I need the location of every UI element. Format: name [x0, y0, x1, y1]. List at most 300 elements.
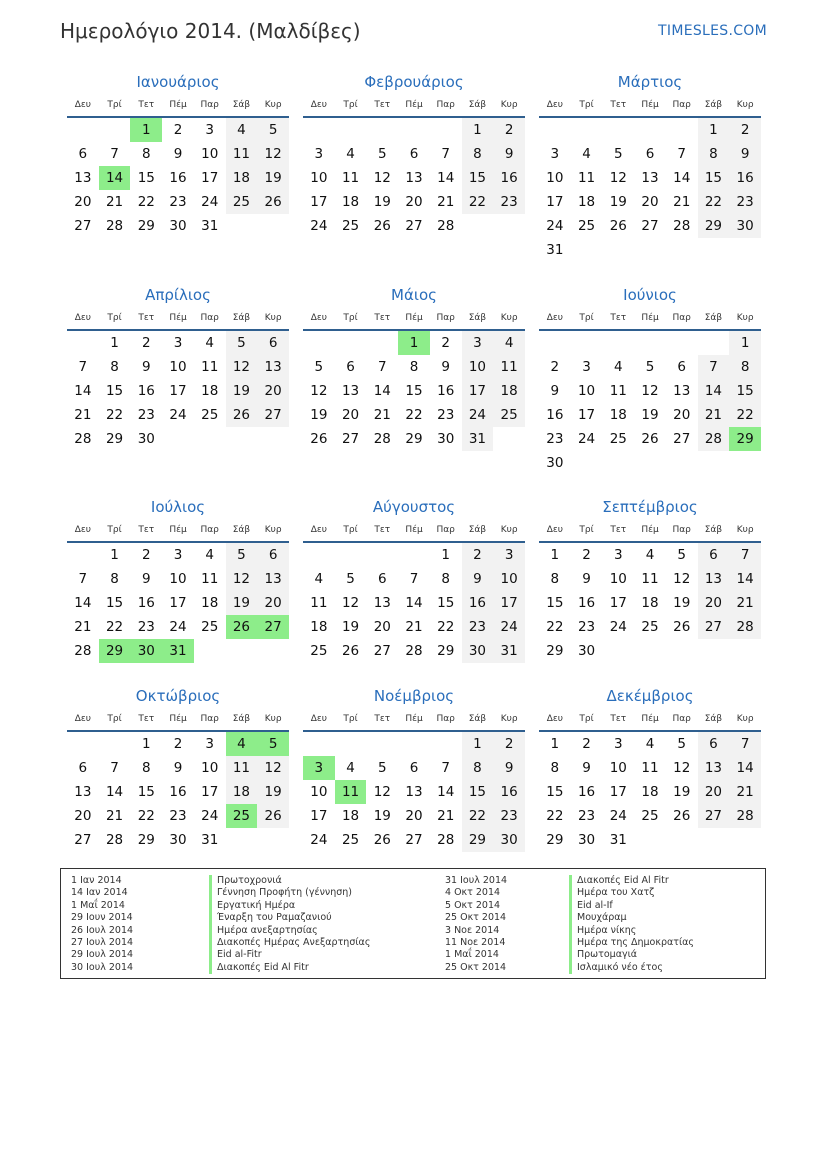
- month-days-grid: [303, 94, 525, 238]
- day-cell: 26: [226, 403, 258, 427]
- day-cell: 9: [141, 571, 151, 587]
- day-cell: 12: [373, 170, 391, 186]
- weekday-header: Κυρ: [493, 94, 525, 118]
- day-cell: 23: [137, 619, 155, 635]
- month-days-grid: [539, 519, 761, 663]
- weekday-header: Κυρ: [257, 708, 289, 732]
- day-cell: 4: [314, 571, 324, 587]
- day-cell: 23: [546, 431, 564, 447]
- day-cell: 14: [373, 383, 391, 399]
- empty-day: [335, 732, 367, 756]
- month-1: [67, 70, 289, 238]
- day-cell: 9: [729, 142, 761, 166]
- holiday-day-cell: 29: [99, 639, 131, 663]
- weekday-header: Παρ: [666, 94, 698, 118]
- holiday-name: Ημέρα νίκης: [569, 925, 694, 937]
- day-cell: 25: [201, 407, 219, 423]
- day-cell: 29: [546, 832, 564, 848]
- day-cell: 20: [257, 591, 289, 615]
- day-cell: 3: [205, 736, 214, 752]
- day-cell: 1: [462, 732, 494, 756]
- month-days-grid: [67, 307, 289, 451]
- day-cell: 23: [462, 615, 494, 639]
- holiday-date: 25 Οκτ 2014: [445, 912, 507, 924]
- day-cell: 4: [205, 335, 214, 351]
- day-cell: 2: [173, 736, 183, 752]
- day-cell: 21: [405, 619, 423, 635]
- day-cell: 20: [257, 379, 289, 403]
- day-cell: 19: [310, 407, 328, 423]
- day-cell: 11: [226, 142, 258, 166]
- day-cell: 5: [613, 146, 623, 162]
- month-name: Ιούλιος: [150, 498, 206, 516]
- day-cell: 4: [346, 146, 355, 162]
- weekday-header: Παρ: [666, 307, 698, 331]
- day-cell: 1: [441, 547, 450, 563]
- empty-day: [539, 118, 571, 142]
- day-cell: 8: [110, 571, 119, 587]
- day-cell: 11: [493, 355, 525, 379]
- holiday-date: 1 Ιαν 2014: [71, 875, 122, 886]
- day-cell: 9: [173, 146, 183, 162]
- day-cell: 23: [493, 804, 525, 828]
- empty-day: [366, 732, 398, 756]
- holiday-list: [60, 868, 766, 979]
- day-cell: 18: [201, 595, 219, 611]
- day-cell: 6: [257, 543, 289, 567]
- weekday-header: Κυρ: [729, 307, 761, 331]
- holiday-day-cell: 30: [130, 639, 162, 663]
- day-cell: 18: [226, 780, 258, 804]
- day-cell: 8: [141, 760, 151, 776]
- day-cell: 12: [673, 760, 691, 776]
- empty-day: [602, 118, 634, 142]
- day-cell: 14: [437, 784, 455, 800]
- holiday-name: Γέννηση Προφήτη (γέννηση): [209, 887, 370, 899]
- month-days-grid: [67, 708, 289, 852]
- day-cell: 18: [310, 619, 328, 635]
- day-cell: 19: [641, 407, 659, 423]
- weekday-header: Παρ: [666, 708, 698, 732]
- day-cell: 5: [377, 760, 387, 776]
- day-cell: 23: [493, 190, 525, 214]
- day-cell: 13: [698, 567, 730, 591]
- holiday-name: Πρωτομαγιά: [569, 949, 694, 961]
- day-cell: 29: [698, 214, 730, 238]
- day-cell: 22: [546, 619, 564, 635]
- day-cell: 3: [613, 547, 623, 563]
- day-cell: 6: [346, 359, 355, 375]
- day-cell: 26: [257, 804, 289, 828]
- day-cell: 21: [729, 780, 761, 804]
- day-cell: 7: [377, 359, 387, 375]
- day-cell: 4: [493, 331, 525, 355]
- month-5: [303, 283, 525, 451]
- day-cell: 30: [729, 214, 761, 238]
- day-cell: 10: [609, 571, 627, 587]
- day-cell: 13: [257, 567, 289, 591]
- day-cell: 2: [582, 736, 591, 752]
- day-cell: 20: [698, 780, 730, 804]
- empty-day: [366, 118, 398, 142]
- day-cell: 23: [169, 808, 187, 824]
- month-days-grid: [539, 94, 761, 262]
- day-cell: 7: [729, 732, 761, 756]
- day-cell: 18: [201, 383, 219, 399]
- day-cell: 14: [405, 595, 423, 611]
- weekday-header: Τρί: [99, 519, 131, 543]
- day-cell: 22: [462, 804, 494, 828]
- day-cell: 14: [698, 379, 730, 403]
- day-cell: 25: [493, 403, 525, 427]
- weekday-header: Δευ: [303, 708, 335, 732]
- empty-day: [634, 118, 666, 142]
- day-cell: 11: [609, 383, 627, 399]
- day-cell: 6: [698, 732, 730, 756]
- weekday-header: Σάβ: [226, 519, 258, 543]
- day-cell: 4: [645, 547, 655, 563]
- day-cell: 16: [437, 383, 455, 399]
- day-cell: 3: [205, 122, 214, 138]
- empty-day: [366, 331, 398, 355]
- day-cell: 15: [698, 166, 730, 190]
- day-cell: 9: [462, 567, 494, 591]
- day-cell: 11: [226, 756, 258, 780]
- day-cell: 5: [314, 359, 324, 375]
- day-cell: 19: [609, 194, 627, 210]
- weekday-header: Τετ: [130, 307, 162, 331]
- day-cell: 28: [729, 804, 761, 828]
- weekday-header: Κυρ: [729, 519, 761, 543]
- day-cell: 27: [74, 832, 92, 848]
- weekday-header: Τρί: [335, 94, 367, 118]
- weekday-header: Σάβ: [698, 94, 730, 118]
- holiday-date: 5 Οκτ 2014: [445, 899, 501, 911]
- day-cell: 14: [673, 170, 691, 186]
- day-cell: 2: [141, 547, 151, 563]
- day-cell: 28: [437, 218, 455, 234]
- empty-day: [67, 732, 99, 756]
- day-cell: 24: [310, 218, 328, 234]
- day-cell: 28: [74, 431, 92, 447]
- month-days-grid: [67, 519, 289, 663]
- holiday-name: Έναρξη του Ραμαζανιού: [209, 912, 370, 924]
- day-cell: 1: [729, 331, 761, 355]
- day-cell: 22: [729, 403, 761, 427]
- day-cell: 12: [257, 756, 289, 780]
- day-cell: 25: [609, 431, 627, 447]
- day-cell: 17: [169, 595, 187, 611]
- day-cell: 10: [201, 146, 219, 162]
- empty-day: [571, 118, 603, 142]
- day-cell: 1: [550, 736, 560, 752]
- day-cell: 28: [673, 218, 691, 234]
- day-cell: 3: [582, 359, 591, 375]
- day-cell: 8: [409, 359, 419, 375]
- day-cell: 4: [582, 146, 591, 162]
- day-cell: 25: [226, 190, 258, 214]
- day-cell: 20: [673, 407, 691, 423]
- holiday-date: 25 Οκτ 2014: [445, 961, 507, 973]
- day-cell: 9: [582, 760, 591, 776]
- brand-link[interactable]: TIMESLES.COM: [658, 23, 767, 39]
- day-cell: 12: [257, 142, 289, 166]
- day-cell: 27: [74, 218, 92, 234]
- day-cell: 14: [74, 383, 92, 399]
- holiday-name: Εργατική Ημέρα: [209, 900, 370, 912]
- month-name: Φεβρουάριος: [364, 73, 464, 91]
- empty-day: [335, 331, 367, 355]
- holiday-day-cell: 31: [162, 639, 194, 663]
- month-days-grid: [303, 708, 525, 852]
- month-days-grid: [67, 94, 289, 238]
- day-cell: 8: [462, 756, 494, 780]
- weekday-header: Σάβ: [462, 94, 494, 118]
- day-cell: 18: [641, 595, 659, 611]
- day-cell: 3: [462, 331, 494, 355]
- day-cell: 19: [373, 194, 391, 210]
- empty-day: [335, 543, 367, 567]
- day-cell: 30: [137, 431, 155, 447]
- day-cell: 25: [641, 619, 659, 635]
- day-cell: 16: [577, 595, 596, 611]
- holiday-name: Eid al-If: [569, 900, 694, 912]
- empty-day: [398, 118, 430, 142]
- day-cell: 21: [437, 808, 455, 824]
- weekday-header: Πέμ: [398, 708, 430, 732]
- day-cell: 10: [546, 170, 564, 186]
- day-cell: 17: [169, 383, 187, 399]
- day-cell: 6: [677, 359, 686, 375]
- day-cell: 26: [257, 190, 289, 214]
- day-cell: 28: [698, 427, 730, 451]
- day-cell: 15: [137, 784, 155, 800]
- holiday-dates-left: [71, 875, 133, 974]
- day-cell: 8: [110, 359, 119, 375]
- day-cell: 12: [310, 383, 328, 399]
- day-cell: 26: [310, 431, 328, 447]
- month-9: [539, 495, 761, 663]
- day-cell: 16: [462, 591, 494, 615]
- day-cell: 24: [609, 808, 627, 824]
- day-cell: 8: [462, 142, 494, 166]
- weekday-header: Παρ: [194, 708, 226, 732]
- weekday-header: Πέμ: [634, 708, 666, 732]
- day-cell: 17: [493, 591, 525, 615]
- holiday-name: Διακοπές Ημέρας Ανεξαρτησίας: [209, 937, 370, 949]
- weekday-header: Τρί: [99, 94, 131, 118]
- day-cell: 17: [546, 194, 564, 210]
- empty-day: [303, 331, 335, 355]
- day-cell: 21: [105, 808, 124, 824]
- weekday-header: Παρ: [666, 519, 698, 543]
- day-cell: 31: [609, 832, 627, 848]
- day-cell: 19: [673, 784, 691, 800]
- day-cell: 23: [577, 619, 596, 635]
- holiday-name: Ημέρα της Δημοκρατίας: [569, 937, 694, 949]
- day-cell: 11: [201, 571, 219, 587]
- day-cell: 25: [341, 218, 360, 234]
- weekday-header: Σάβ: [698, 519, 730, 543]
- month-11: [303, 684, 525, 852]
- day-cell: 5: [377, 146, 387, 162]
- weekday-header: Παρ: [430, 708, 462, 732]
- day-cell: 23: [729, 190, 761, 214]
- day-cell: 18: [577, 194, 596, 210]
- day-cell: 2: [141, 335, 151, 351]
- holiday-date: 1 Μαΐ 2014: [445, 949, 499, 961]
- weekday-header: Σάβ: [226, 708, 258, 732]
- holiday-name: Πρωτοχρονιά: [209, 875, 370, 887]
- month-name: Απρίλιος: [145, 286, 211, 304]
- day-cell: 8: [441, 571, 450, 587]
- day-cell: 19: [226, 591, 258, 615]
- day-cell: 7: [698, 355, 730, 379]
- day-cell: 20: [405, 808, 423, 824]
- day-cell: 28: [729, 615, 761, 639]
- day-cell: 24: [169, 407, 187, 423]
- month-name: Οκτώβριος: [135, 687, 221, 705]
- weekday-header: Πέμ: [162, 94, 194, 118]
- holiday-date: 1 Μαΐ 2014: [71, 899, 125, 911]
- empty-day: [698, 331, 730, 355]
- day-cell: 17: [201, 784, 219, 800]
- day-cell: 3: [314, 146, 324, 162]
- day-cell: 28: [105, 832, 124, 848]
- day-cell: 15: [105, 383, 124, 399]
- day-cell: 1: [110, 335, 119, 351]
- day-cell: 30: [546, 455, 564, 471]
- day-cell: 7: [677, 146, 686, 162]
- day-cell: 22: [546, 808, 564, 824]
- holiday-names-left: [209, 875, 370, 974]
- day-cell: 30: [169, 218, 187, 234]
- holiday-day-cell: 5: [257, 732, 289, 756]
- weekday-header: Δευ: [303, 94, 335, 118]
- day-cell: 18: [641, 784, 659, 800]
- day-cell: 23: [137, 407, 155, 423]
- day-cell: 18: [493, 379, 525, 403]
- day-cell: 6: [78, 760, 88, 776]
- holiday-name: Ημέρα ανεξαρτησίας: [209, 925, 370, 937]
- day-cell: 11: [641, 571, 659, 587]
- day-cell: 21: [74, 407, 92, 423]
- day-cell: 27: [405, 832, 423, 848]
- empty-day: [335, 118, 367, 142]
- weekday-header: Τρί: [571, 307, 603, 331]
- weekday-header: Δευ: [67, 307, 99, 331]
- day-cell: 23: [437, 407, 455, 423]
- day-cell: 25: [201, 619, 219, 635]
- month-2: [303, 70, 525, 238]
- empty-day: [398, 732, 430, 756]
- day-cell: 22: [137, 808, 155, 824]
- weekday-header: Δευ: [67, 94, 99, 118]
- day-cell: 24: [609, 619, 627, 635]
- weekday-header: Τρί: [335, 519, 367, 543]
- page-title: Ημερολόγιο 2014. (Μαλδίβες): [60, 19, 361, 43]
- weekday-header: Κυρ: [257, 519, 289, 543]
- day-cell: 5: [346, 571, 355, 587]
- weekday-header: Δευ: [539, 708, 571, 732]
- weekday-header: Τετ: [366, 307, 398, 331]
- day-cell: 10: [201, 760, 219, 776]
- day-cell: 21: [105, 194, 124, 210]
- empty-day: [430, 118, 462, 142]
- day-cell: 12: [641, 383, 659, 399]
- month-name: Σεπτέμβριος: [602, 498, 698, 516]
- weekday-header: Δευ: [539, 307, 571, 331]
- day-cell: 5: [226, 331, 258, 355]
- day-cell: 11: [201, 359, 219, 375]
- weekday-header: Παρ: [194, 307, 226, 331]
- weekday-header: Τετ: [366, 708, 398, 732]
- month-days-grid: [303, 307, 525, 451]
- empty-day: [303, 543, 335, 567]
- day-cell: 2: [550, 359, 560, 375]
- day-cell: 3: [173, 335, 183, 351]
- day-cell: 21: [729, 591, 761, 615]
- weekday-header: Κυρ: [729, 94, 761, 118]
- day-cell: 9: [493, 756, 525, 780]
- day-cell: 27: [641, 218, 659, 234]
- day-cell: 14: [437, 170, 455, 186]
- day-cell: 16: [169, 170, 187, 186]
- day-cell: 31: [201, 832, 219, 848]
- weekday-header: Δευ: [539, 519, 571, 543]
- day-cell: 8: [550, 760, 560, 776]
- holiday-date: 29 Ιουν 2014: [71, 912, 133, 924]
- holiday-dates-right: [445, 875, 507, 974]
- day-cell: 20: [373, 619, 391, 635]
- day-cell: 7: [110, 760, 119, 776]
- day-cell: 30: [437, 431, 455, 447]
- weekday-header: Κυρ: [493, 307, 525, 331]
- weekday-header: Κυρ: [257, 307, 289, 331]
- day-cell: 9: [550, 383, 560, 399]
- holiday-date: 27 Ιουλ 2014: [71, 936, 134, 948]
- holiday-day-cell: 4: [226, 732, 258, 756]
- day-cell: 16: [577, 784, 596, 800]
- weekday-header: Τετ: [130, 708, 162, 732]
- day-cell: 25: [310, 643, 328, 659]
- day-cell: 13: [673, 383, 691, 399]
- holiday-name: Μουχάραμ: [569, 912, 694, 924]
- day-cell: 1: [550, 547, 560, 563]
- day-cell: 5: [677, 736, 686, 752]
- month-name: Αύγουστος: [372, 498, 456, 516]
- weekday-header: Δευ: [303, 519, 335, 543]
- day-cell: 20: [641, 194, 659, 210]
- weekday-header: Πέμ: [634, 519, 666, 543]
- day-cell: 13: [641, 170, 659, 186]
- day-cell: 18: [609, 407, 627, 423]
- month-days-grid: [303, 519, 525, 663]
- day-cell: 9: [493, 142, 525, 166]
- day-cell: 20: [74, 194, 92, 210]
- day-cell: 16: [137, 383, 155, 399]
- day-cell: 16: [546, 407, 564, 423]
- day-cell: 2: [493, 732, 525, 756]
- weekday-header: Δευ: [303, 307, 335, 331]
- weekday-header: Πέμ: [162, 307, 194, 331]
- day-cell: 27: [341, 431, 360, 447]
- weekday-header: Δευ: [67, 519, 99, 543]
- day-cell: 4: [645, 736, 655, 752]
- day-cell: 26: [373, 832, 391, 848]
- day-cell: 8: [141, 146, 151, 162]
- day-cell: 30: [169, 832, 187, 848]
